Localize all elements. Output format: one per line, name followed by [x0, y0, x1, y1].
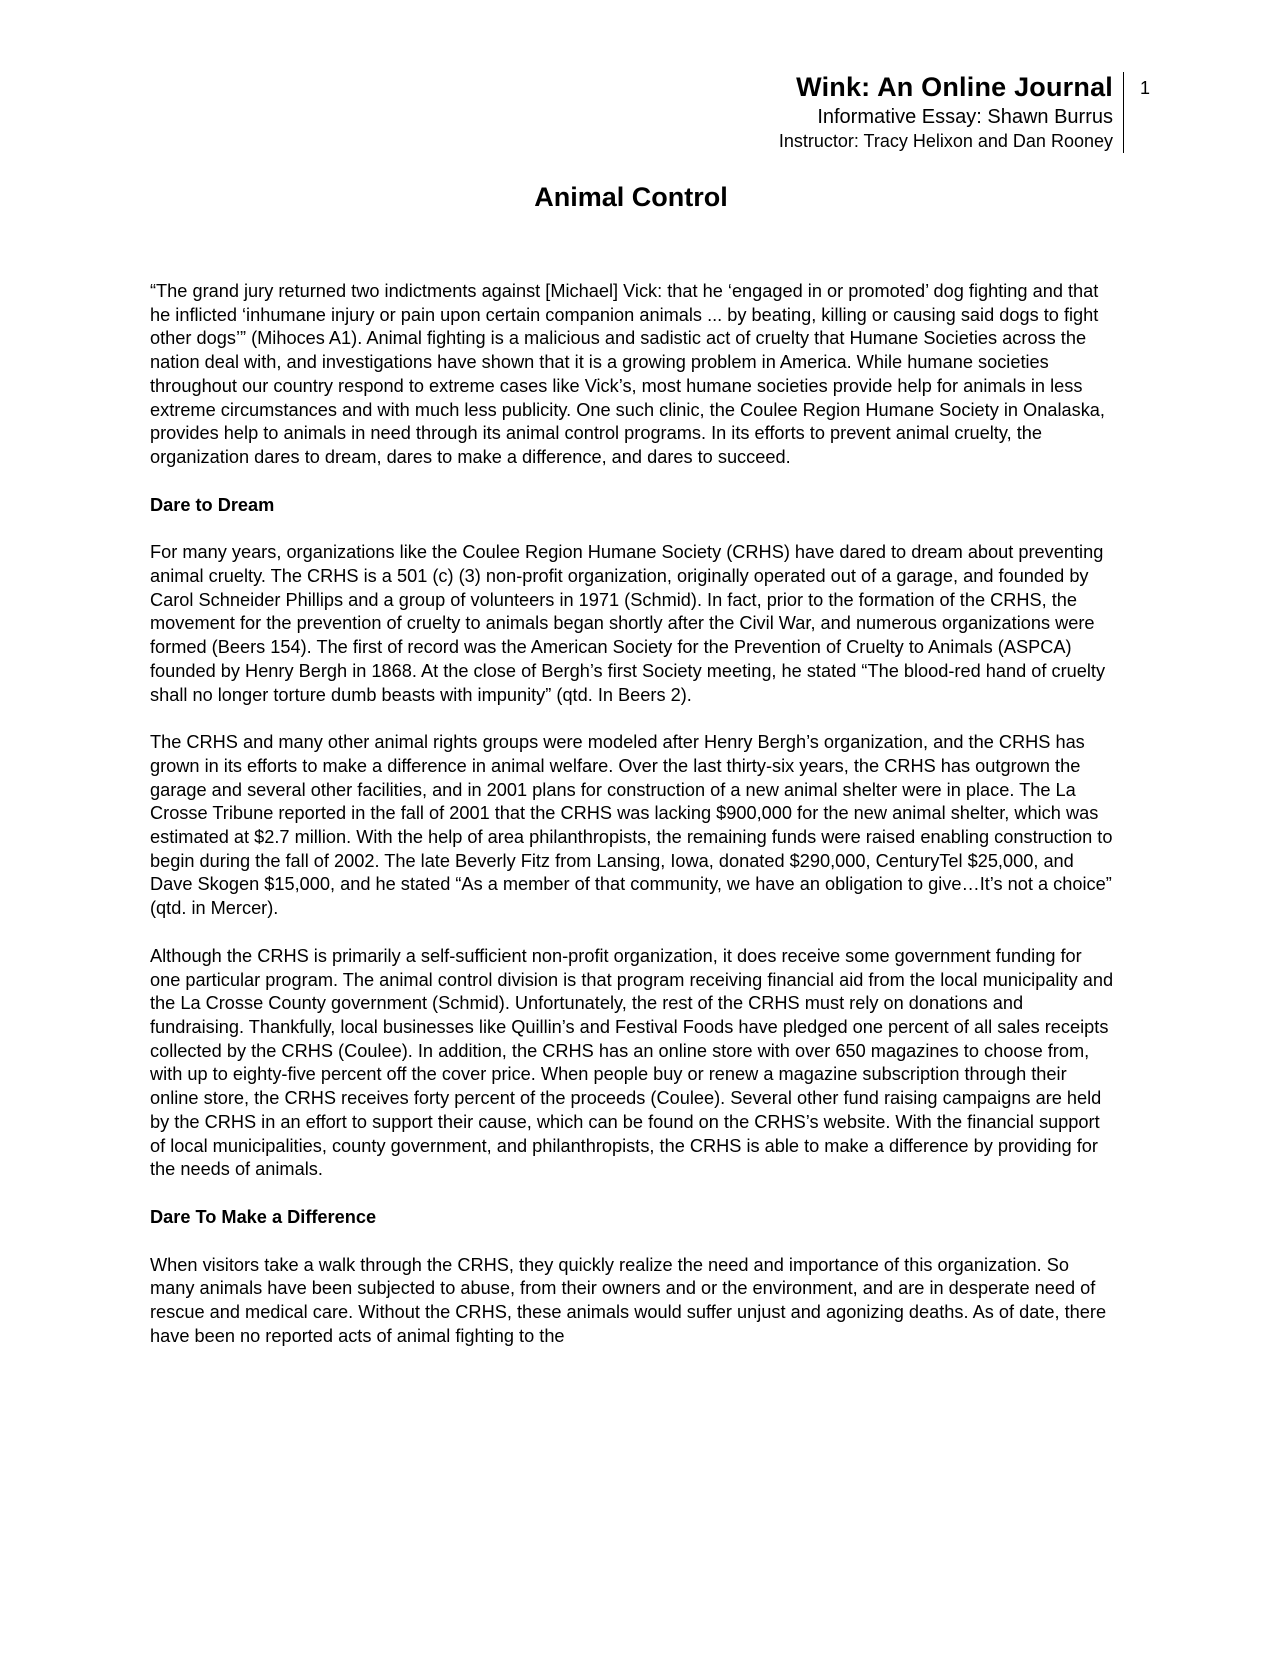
section-heading-difference: Dare To Make a Difference	[150, 1206, 377, 1227]
journal-title: Wink: An Online Journal	[796, 72, 1113, 102]
body-paragraph: For many years, organizations like the Coulee Region Humane Society (CRHS) have dared to dream about preventing animal cruelty. The CRHS is a 501 (c) (3) non-profit organization, originally operated out of a garage, and founded by Carol Schneider Phillips and a group of volunteers in 1971 (Schmid). In fact, prior to the formation of the CRHS, the movement for the prevention of cruelty to animals began shortly after the Civil War, and numerous organizations were formed (Beers 154). The first of record was the American Society for the Prevention of Cruelty to Animals (ASPCA) founded by Henry Bergh in 1868. At the close of Bergh’s first Society meeting, he stated “The blood-red hand of cruelty shall no longer torture dumb beasts with impunity” (qtd. In Beers 2).	[150, 542, 1106, 705]
document-title: Animal Control	[534, 182, 728, 212]
intro-paragraph: “The grand jury returned two indictments against [Michael] Vick: that he ‘engaged in or promoted’ dog fighting and that he inflicted ‘inhumane injury or pain upon certain companion animals ... by beating, killing or causing said dogs to fight other dogs’” (Mihoces A1). Animal fighting is a malicious and sadistic act of cruelty that Humane Societies across the nation deal with, and investigations have shown that it is a growing problem in America. While humane societies throughout our country respond to extreme cases like Vick’s, most humane societies provide help for animals in less extreme circumstances and with much less publicity. One such clinic, the Coulee Region Humane Society in Onalaska, provides help to animals in need through its animal control programs. In its efforts to prevent animal cruelty, the organization dares to dream, dares to make a difference, and dares to succeed.	[150, 281, 1105, 467]
section-heading-dream: Dare to Dream	[150, 494, 275, 515]
page-number: 1	[1140, 78, 1151, 98]
running-header	[779, 72, 1124, 153]
body-paragraph: The CRHS and many other animal rights groups were modeled after Henry Bergh’s organization, and the CRHS has grown in its efforts to make a difference in animal welfare. Over the last thirty-six years, the CRHS has outgrown the garage and several other facilities, and in 2001 plans for construction of a new animal shelter were in place. The La Crosse Tribune reported in the fall of 2001 that the CRHS was lacking $900,000 for the new animal shelter, which was estimated at $2.7 million. With the help of area philanthropists, the remaining funds were raised enabling construction to begin during the fall of 2002. The late Beverly Fitz from Lansing, Iowa, donated $290,000, CenturyTel $25,000, and Dave Skogen $15,000, and he stated “As a member of that community, we have an obligation to give…It’s not a choice” (qtd. in Mercer).	[150, 732, 1113, 919]
essay-byline: Informative Essay: Shawn Burrus	[817, 105, 1113, 128]
essay-body	[150, 280, 1116, 1372]
body-paragraph: When visitors take a walk through the CRHS, they quickly realize the need and importance of this organization. So many animals have been subjected to abuse, from their owners and or the environment, and are in desperate need of rescue and medical care. Without the CRHS, these animals would suffer unjust and agonizing deaths. As of date, there have been no reported acts of animal fighting to the	[150, 1254, 1107, 1346]
body-paragraph: Although the CRHS is primarily a self-sufficient non-profit organization, it does receive some government funding for one particular program. The animal control division is that program receiving financial aid from the local municipality and the La Crosse County government (Schmid). Unfortunately, the rest of the CRHS must rely on donations and fundraising. Thankfully, local businesses like Quillin’s and Festival Foods have pledged one percent of all sales receipts collected by the CRHS (Coulee). In addition, the CRHS has an online store with over 650 magazines to choose from, with up to eighty-five percent off the cover price. When people buy or renew a magazine subscription through their online store, the CRHS receives forty percent of the proceeds (Coulee). Several other fund raising campaigns are held by the CRHS in an effort to support their cause, which can be found on the CRHS’s website. With the financial support of local municipalities, county government, and philanthropists, the CRHS is able to make a difference by providing for the needs of animals.	[150, 945, 1114, 1180]
instructor-line: Instructor: Tracy Helixon and Dan Rooney	[778, 131, 1113, 152]
